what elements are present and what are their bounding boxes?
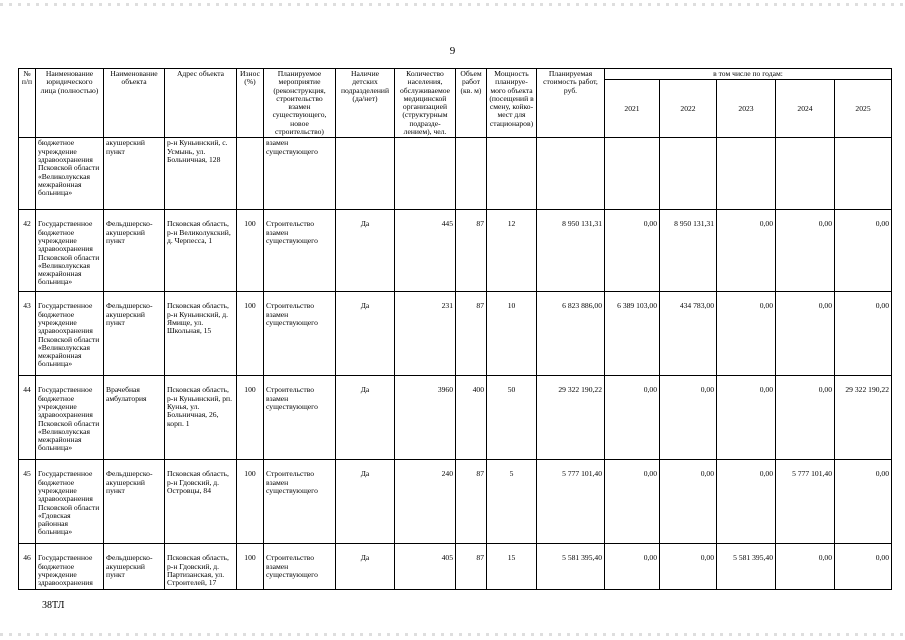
cell-capacity: 12 — [487, 210, 537, 292]
cell-population: 3960 — [395, 376, 456, 460]
cell-wear: 100 — [237, 544, 264, 589]
cell-2021 — [605, 138, 660, 210]
header-planned-activity: Планируемое мероприятие (реконструкция, строительство взамен существующего, новое строительство) — [264, 69, 336, 138]
objects-table — [18, 68, 892, 590]
cell-children — [336, 138, 395, 210]
table-row — [19, 210, 892, 292]
cell-2023: 0,00 — [717, 210, 776, 292]
cell-2023: 5 581 395,40 — [717, 544, 776, 589]
cell-entity: Государственное бюджетное учреждение здравоохранения Псковской области «Великолукская межрайонная больница» — [36, 210, 104, 292]
cell-population: 445 — [395, 210, 456, 292]
header-wear: Износ (%) — [237, 69, 264, 138]
header-year-2024: 2024 — [776, 80, 835, 138]
cell-volume: 400 — [456, 376, 487, 460]
table-row — [19, 292, 892, 376]
cell-2021: 0,00 — [605, 376, 660, 460]
cell-activity: Строительство взамен существующего — [264, 292, 336, 376]
cell-2024: 0,00 — [776, 292, 835, 376]
header-legal-entity: Наименование юридического лица (полностью) — [36, 69, 104, 138]
cell-children: Да — [336, 292, 395, 376]
cell-num: 44 — [19, 376, 36, 460]
cell-object: акушерский пункт — [104, 138, 165, 210]
cell-num: 45 — [19, 460, 36, 544]
cell-population: 231 — [395, 292, 456, 376]
cell-volume: 87 — [456, 460, 487, 544]
cell-wear: 100 — [237, 292, 264, 376]
header-year-2022: 2022 — [660, 80, 717, 138]
header-object-name: Наименование объекта — [104, 69, 165, 138]
cell-2022: 8 950 131,31 — [660, 210, 717, 292]
cell-wear: 100 — [237, 376, 264, 460]
cell-2025: 0,00 — [835, 292, 892, 376]
cell-wear — [237, 138, 264, 210]
cell-capacity — [487, 138, 537, 210]
cell-volume: 87 — [456, 292, 487, 376]
header-num: № п/п — [19, 69, 36, 138]
cell-cost: 5 777 101,40 — [537, 460, 605, 544]
cell-2022: 434 783,00 — [660, 292, 717, 376]
cell-entity: Государственное бюджетное учреждение здравоохранения Псковской области «Великолукская межрайонная больница» — [36, 292, 104, 376]
cell-2025: 0,00 — [835, 210, 892, 292]
cell-2024: 5 777 101,40 — [776, 460, 835, 544]
cell-2023: 0,00 — [717, 376, 776, 460]
cell-2022: 0,00 — [660, 460, 717, 544]
cell-object: Фельдшерско-акушерский пункт — [104, 544, 165, 589]
footer-code: 38ТЛ — [42, 600, 65, 611]
cell-num: 46 — [19, 544, 36, 589]
cell-children: Да — [336, 376, 395, 460]
cell-entity: Государственное бюджетное учреждение здравоохранения Псковской области «Гдовская районная больница» — [36, 460, 104, 544]
header-year-2021: 2021 — [605, 80, 660, 138]
cell-object: Фельдшерско-акушерский пункт — [104, 292, 165, 376]
cell-children: Да — [336, 460, 395, 544]
cell-population: 240 — [395, 460, 456, 544]
cell-num: 43 — [19, 292, 36, 376]
cell-volume: 87 — [456, 210, 487, 292]
cell-population — [395, 138, 456, 210]
cell-address: Псковская область, р-н Гдовский, д. Островцы, 84 — [165, 460, 237, 544]
cell-2022: 0,00 — [660, 544, 717, 589]
cell-2024: 0,00 — [776, 210, 835, 292]
cell-2022: 0,00 — [660, 376, 717, 460]
cell-wear: 100 — [237, 210, 264, 292]
header-year-2023: 2023 — [717, 80, 776, 138]
cell-2023 — [717, 138, 776, 210]
cell-2025: 29 322 190,22 — [835, 376, 892, 460]
page-number: 9 — [449, 45, 456, 57]
table-row — [19, 460, 892, 544]
cell-cost: 29 322 190,22 — [537, 376, 605, 460]
cell-capacity: 5 — [487, 460, 537, 544]
header-population: Количество населения, обслуживаемое медицинской организацией (структурным подразде-лением), чел. — [395, 69, 456, 138]
cell-2025 — [835, 138, 892, 210]
cell-capacity: 50 — [487, 376, 537, 460]
cell-2024: 0,00 — [776, 544, 835, 589]
cell-address: р-н Куньинский, с. Усмынь, ул. Больничная, 128 — [165, 138, 237, 210]
cell-2022 — [660, 138, 717, 210]
cell-activity: Строительство взамен существующего — [264, 544, 336, 589]
cell-address: Псковская область, р-н Гдовский, д. Партизанская, ул. Строителей, 17 — [165, 544, 237, 589]
cell-activity: взамен существующего — [264, 138, 336, 210]
cell-children: Да — [336, 544, 395, 589]
header-row — [19, 69, 892, 80]
header-by-years: в том числе по годам: — [605, 69, 892, 80]
cell-2024 — [776, 138, 835, 210]
cell-cost — [537, 138, 605, 210]
cell-activity: Строительство взамен существующего — [264, 210, 336, 292]
cell-2025: 0,00 — [835, 460, 892, 544]
cell-2021: 0,00 — [605, 460, 660, 544]
cell-children: Да — [336, 210, 395, 292]
table-row-continuation — [19, 138, 892, 210]
cell-object: Фельдшерско-акушерский пункт — [104, 210, 165, 292]
cell-2023: 0,00 — [717, 292, 776, 376]
cell-2023: 0,00 — [717, 460, 776, 544]
cell-address: Псковская область, р-н Куньинский, д. Ямище, ул. Школьная, 15 — [165, 292, 237, 376]
table-row — [19, 376, 892, 460]
cell-capacity: 10 — [487, 292, 537, 376]
header-children-units: Наличие детских подразделений (да/нет) — [336, 69, 395, 138]
scan-noise-bottom — [0, 633, 905, 636]
cell-cost: 5 581 395,40 — [537, 544, 605, 589]
cell-2025: 0,00 — [835, 544, 892, 589]
header-volume: Объем работ (кв. м) — [456, 69, 487, 138]
cell-entity: бюджетное учреждение здравоохранения Псковской области «Великолукская межрайонная больница» — [36, 138, 104, 210]
cell-volume: 87 — [456, 544, 487, 589]
cell-activity: Строительство взамен существующего — [264, 376, 336, 460]
table-row — [19, 544, 892, 589]
cell-entity: Государственное бюджетное учреждение здравоохранения Псковской области «Великолукская межрайонная больница» — [36, 376, 104, 460]
cell-population: 405 — [395, 544, 456, 589]
cell-2021: 0,00 — [605, 544, 660, 589]
cell-address: Псковская область, р-н Великолукский, д. Черпесса, 1 — [165, 210, 237, 292]
cell-2024: 0,00 — [776, 376, 835, 460]
cell-entity: Государственное бюджетное учреждение здравоохранения — [36, 544, 104, 589]
header-planned-cost: Планируемая стоимость работ, руб. — [537, 69, 605, 138]
cell-wear: 100 — [237, 460, 264, 544]
header-year-2025: 2025 — [835, 80, 892, 138]
cell-object: Фельдшерско-акушерский пункт — [104, 460, 165, 544]
cell-cost: 6 823 886,00 — [537, 292, 605, 376]
header-capacity: Мощность планируе-мого объекта (посещений в смену, койко-мест для стационаров) — [487, 69, 537, 138]
scan-noise-top — [0, 3, 905, 6]
cell-num — [19, 138, 36, 210]
cell-capacity: 15 — [487, 544, 537, 589]
cell-cost: 8 950 131,31 — [537, 210, 605, 292]
cell-activity: Строительство взамен существующего — [264, 460, 336, 544]
cell-address: Псковская область, р-н Куньинский, рп. Кунья, ул. Больничная, 26, корп. 1 — [165, 376, 237, 460]
cell-2021: 0,00 — [605, 210, 660, 292]
cell-2021: 6 389 103,00 — [605, 292, 660, 376]
cell-volume — [456, 138, 487, 210]
cell-object: Врачебная амбулатория — [104, 376, 165, 460]
cell-num: 42 — [19, 210, 36, 292]
header-address: Адрес объекта — [165, 69, 237, 138]
